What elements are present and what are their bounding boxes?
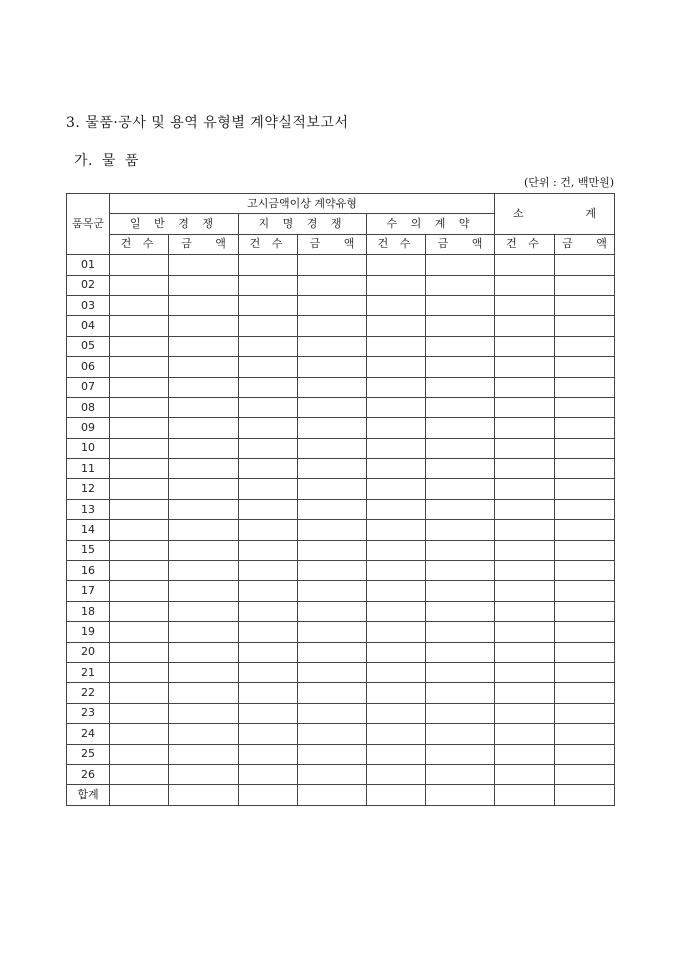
amount-header: 금 액	[298, 234, 367, 254]
row-label: 09	[67, 418, 110, 438]
table-row	[67, 295, 615, 315]
amount-cell	[169, 357, 239, 377]
amount-cell	[169, 601, 239, 621]
count-cell	[495, 377, 555, 397]
amount-cell	[426, 703, 495, 723]
table-row	[67, 357, 615, 377]
count-cell	[110, 397, 169, 417]
amount-cell	[169, 764, 239, 784]
count-cell	[110, 499, 169, 519]
amount-cell	[298, 418, 367, 438]
count-cell	[367, 642, 426, 662]
amount-cell	[555, 336, 615, 356]
row-label: 18	[67, 601, 110, 621]
amount-cell	[169, 703, 239, 723]
amount-cell	[298, 683, 367, 703]
count-cell	[239, 581, 298, 601]
count-header: 건 수	[367, 234, 426, 254]
count-cell	[495, 255, 555, 275]
count-cell	[495, 275, 555, 295]
count-cell	[239, 459, 298, 479]
count-cell	[367, 377, 426, 397]
count-cell	[239, 255, 298, 275]
amount-cell	[555, 418, 615, 438]
group-header: 고시금액이상 계약유형	[110, 194, 495, 214]
amount-cell	[555, 662, 615, 682]
row-label: 22	[67, 683, 110, 703]
amount-cell	[426, 295, 495, 315]
amount-cell	[298, 785, 367, 805]
count-cell	[110, 418, 169, 438]
amount-cell	[169, 479, 239, 499]
count-cell	[110, 377, 169, 397]
amount-cell	[298, 764, 367, 784]
amount-cell	[169, 275, 239, 295]
amount-cell	[298, 662, 367, 682]
count-cell	[239, 357, 298, 377]
amount-cell	[426, 255, 495, 275]
amount-cell	[555, 275, 615, 295]
amount-cell	[426, 764, 495, 784]
amount-cell	[169, 459, 239, 479]
amount-cell	[555, 561, 615, 581]
count-cell	[110, 336, 169, 356]
amount-cell	[298, 703, 367, 723]
count-cell	[367, 418, 426, 438]
table-row	[67, 397, 615, 417]
amount-cell	[169, 316, 239, 336]
type-private-contract: 수 의 계 약	[367, 214, 495, 234]
amount-cell	[169, 561, 239, 581]
amount-cell	[298, 377, 367, 397]
count-cell	[495, 397, 555, 417]
amount-cell	[169, 418, 239, 438]
count-cell	[110, 295, 169, 315]
amount-cell	[426, 499, 495, 519]
table-row	[67, 581, 615, 601]
table-row	[67, 622, 615, 642]
count-cell	[239, 377, 298, 397]
count-cell	[110, 540, 169, 560]
count-cell	[110, 357, 169, 377]
row-label: 20	[67, 642, 110, 662]
amount-cell	[169, 336, 239, 356]
count-cell	[495, 418, 555, 438]
count-cell	[110, 764, 169, 784]
amount-cell	[169, 683, 239, 703]
count-cell	[367, 683, 426, 703]
count-cell	[110, 683, 169, 703]
amount-cell	[555, 499, 615, 519]
amount-cell	[555, 703, 615, 723]
count-cell	[495, 703, 555, 723]
count-cell	[239, 275, 298, 295]
amount-cell	[426, 418, 495, 438]
row-label: 15	[67, 540, 110, 560]
count-cell	[495, 785, 555, 805]
amount-cell	[169, 540, 239, 560]
amount-cell	[298, 561, 367, 581]
count-cell	[367, 336, 426, 356]
amount-cell	[426, 336, 495, 356]
amount-cell	[298, 295, 367, 315]
count-cell	[367, 357, 426, 377]
amount-cell	[298, 397, 367, 417]
row-label: 17	[67, 581, 110, 601]
amount-cell	[169, 438, 239, 458]
amount-header: 금 액	[426, 234, 495, 254]
count-cell	[367, 397, 426, 417]
count-cell	[495, 336, 555, 356]
count-cell	[367, 540, 426, 560]
amount-cell	[298, 540, 367, 560]
count-cell	[367, 295, 426, 315]
count-cell	[239, 601, 298, 621]
count-cell	[367, 764, 426, 784]
amount-cell	[426, 479, 495, 499]
amount-cell	[169, 397, 239, 417]
amount-cell	[298, 438, 367, 458]
row-label: 26	[67, 764, 110, 784]
count-cell	[367, 255, 426, 275]
count-cell	[239, 642, 298, 662]
count-cell	[239, 540, 298, 560]
count-cell	[367, 622, 426, 642]
row-header-category: 품목군	[67, 194, 110, 255]
count-cell	[110, 744, 169, 764]
count-cell	[367, 520, 426, 540]
amount-cell	[555, 295, 615, 315]
count-cell	[367, 561, 426, 581]
count-cell	[239, 703, 298, 723]
amount-cell	[298, 275, 367, 295]
amount-cell	[555, 377, 615, 397]
table-row	[67, 479, 615, 499]
row-label: 11	[67, 459, 110, 479]
table-row	[67, 683, 615, 703]
subtotal-header	[495, 194, 615, 235]
amount-cell	[426, 275, 495, 295]
count-cell	[239, 561, 298, 581]
count-cell	[110, 438, 169, 458]
amount-cell	[298, 336, 367, 356]
amount-cell	[555, 581, 615, 601]
table-row	[67, 316, 615, 336]
count-cell	[495, 601, 555, 621]
row-label: 25	[67, 744, 110, 764]
count-cell	[495, 479, 555, 499]
amount-cell	[298, 255, 367, 275]
count-cell	[495, 581, 555, 601]
count-cell	[110, 520, 169, 540]
count-cell	[239, 744, 298, 764]
count-cell	[495, 764, 555, 784]
count-cell	[239, 785, 298, 805]
amount-cell	[426, 744, 495, 764]
amount-cell	[298, 520, 367, 540]
count-cell	[367, 662, 426, 682]
amount-cell	[298, 581, 367, 601]
table-row	[67, 459, 615, 479]
amount-cell	[555, 397, 615, 417]
report-title: 3. 물품·공사 및 용역 유형별 계약실적보고서	[66, 115, 349, 131]
amount-cell	[555, 357, 615, 377]
unit-note: (단위 : 건, 백만원)	[523, 176, 614, 189]
count-cell	[495, 499, 555, 519]
amount-cell	[298, 601, 367, 621]
amount-cell	[169, 744, 239, 764]
count-cell	[367, 744, 426, 764]
count-cell	[239, 397, 298, 417]
table-row	[67, 377, 615, 397]
count-cell	[110, 703, 169, 723]
count-header: 건 수	[239, 234, 298, 254]
count-cell	[110, 785, 169, 805]
amount-cell	[169, 520, 239, 540]
table-row	[67, 561, 615, 581]
amount-cell	[298, 622, 367, 642]
amount-cell	[555, 540, 615, 560]
row-label: 합계	[67, 785, 110, 805]
amount-cell	[426, 622, 495, 642]
count-cell	[367, 724, 426, 744]
type-general-competition: 일 반 경 쟁	[110, 214, 239, 234]
amount-cell	[555, 601, 615, 621]
table-row	[67, 255, 615, 275]
count-header: 건 수	[110, 234, 169, 254]
amount-cell	[426, 540, 495, 560]
count-cell	[367, 499, 426, 519]
amount-cell	[298, 316, 367, 336]
amount-cell	[426, 316, 495, 336]
count-cell	[495, 520, 555, 540]
count-cell	[110, 622, 169, 642]
table-row	[67, 540, 615, 560]
subtotal-header-2: 계	[585, 206, 597, 220]
amount-cell	[426, 581, 495, 601]
amount-cell	[555, 479, 615, 499]
amount-cell	[555, 316, 615, 336]
row-label: 02	[67, 275, 110, 295]
table-row	[67, 764, 615, 784]
row-label: 05	[67, 336, 110, 356]
row-label: 06	[67, 357, 110, 377]
amount-cell	[555, 459, 615, 479]
table-row	[67, 336, 615, 356]
count-cell	[239, 724, 298, 744]
amount-cell	[426, 459, 495, 479]
count-cell	[239, 662, 298, 682]
count-cell	[495, 561, 555, 581]
count-cell	[495, 622, 555, 642]
count-cell	[110, 642, 169, 662]
count-cell	[110, 601, 169, 621]
count-cell	[110, 479, 169, 499]
count-cell	[495, 295, 555, 315]
count-cell	[110, 275, 169, 295]
count-header: 건 수	[495, 234, 555, 254]
count-cell	[239, 683, 298, 703]
amount-cell	[298, 724, 367, 744]
contract-report-table	[66, 193, 615, 806]
count-cell	[495, 459, 555, 479]
table-row	[67, 642, 615, 662]
count-cell	[239, 479, 298, 499]
row-label: 10	[67, 438, 110, 458]
amount-cell	[555, 683, 615, 703]
amount-cell	[426, 785, 495, 805]
amount-cell	[169, 581, 239, 601]
count-cell	[495, 438, 555, 458]
amount-cell	[426, 642, 495, 662]
amount-cell	[426, 683, 495, 703]
count-cell	[495, 642, 555, 662]
amount-cell	[298, 642, 367, 662]
count-cell	[239, 438, 298, 458]
amount-cell	[555, 724, 615, 744]
amount-cell	[555, 785, 615, 805]
count-cell	[110, 662, 169, 682]
count-cell	[367, 581, 426, 601]
table-row	[67, 499, 615, 519]
type-designated-competition: 지 명 경 쟁	[239, 214, 367, 234]
count-cell	[495, 662, 555, 682]
amount-cell	[555, 438, 615, 458]
count-cell	[239, 520, 298, 540]
amount-cell	[555, 255, 615, 275]
count-cell	[367, 316, 426, 336]
amount-cell	[298, 459, 367, 479]
count-cell	[110, 561, 169, 581]
row-label: 19	[67, 622, 110, 642]
table-row	[67, 724, 615, 744]
row-label: 24	[67, 724, 110, 744]
count-cell	[110, 581, 169, 601]
amount-cell	[169, 255, 239, 275]
amount-cell	[298, 357, 367, 377]
amount-cell	[426, 397, 495, 417]
table-row	[67, 275, 615, 295]
row-label: 08	[67, 397, 110, 417]
count-cell	[239, 316, 298, 336]
row-label: 14	[67, 520, 110, 540]
count-cell	[110, 724, 169, 744]
amount-cell	[426, 377, 495, 397]
table-row	[67, 744, 615, 764]
amount-cell	[426, 561, 495, 581]
count-cell	[495, 724, 555, 744]
count-cell	[367, 275, 426, 295]
count-cell	[495, 683, 555, 703]
row-label: 13	[67, 499, 110, 519]
count-cell	[239, 764, 298, 784]
row-label: 01	[67, 255, 110, 275]
row-label: 04	[67, 316, 110, 336]
amount-cell	[169, 622, 239, 642]
count-cell	[495, 316, 555, 336]
count-cell	[110, 459, 169, 479]
row-label: 07	[67, 377, 110, 397]
amount-cell	[555, 642, 615, 662]
count-cell	[367, 479, 426, 499]
amount-cell	[298, 744, 367, 764]
count-cell	[110, 255, 169, 275]
count-cell	[367, 601, 426, 621]
table-row	[67, 418, 615, 438]
count-cell	[239, 295, 298, 315]
amount-header: 금 액	[555, 234, 615, 254]
table-row	[67, 662, 615, 682]
count-cell	[239, 418, 298, 438]
amount-cell	[169, 499, 239, 519]
count-cell	[239, 336, 298, 356]
table-row	[67, 438, 615, 458]
amount-cell	[426, 520, 495, 540]
amount-cell	[555, 764, 615, 784]
count-cell	[367, 785, 426, 805]
amount-cell	[555, 744, 615, 764]
count-cell	[239, 499, 298, 519]
amount-cell	[426, 724, 495, 744]
amount-cell	[426, 357, 495, 377]
amount-cell	[426, 662, 495, 682]
amount-header: 금 액	[169, 234, 239, 254]
row-label: 16	[67, 561, 110, 581]
count-cell	[495, 744, 555, 764]
count-cell	[239, 622, 298, 642]
table-row	[67, 520, 615, 540]
table-row	[67, 703, 615, 723]
row-label: 12	[67, 479, 110, 499]
amount-cell	[169, 295, 239, 315]
amount-cell	[298, 479, 367, 499]
count-cell	[495, 540, 555, 560]
row-label: 23	[67, 703, 110, 723]
amount-cell	[426, 601, 495, 621]
amount-cell	[169, 642, 239, 662]
section-subtitle: 가. 물 품	[74, 153, 139, 169]
amount-cell	[426, 438, 495, 458]
amount-cell	[555, 622, 615, 642]
amount-cell	[169, 785, 239, 805]
count-cell	[367, 459, 426, 479]
table-row	[67, 601, 615, 621]
subtotal-header-1: 소	[513, 206, 524, 220]
amount-cell	[169, 662, 239, 682]
count-cell	[110, 316, 169, 336]
count-cell	[495, 357, 555, 377]
count-cell	[367, 703, 426, 723]
row-label: 21	[67, 662, 110, 682]
total-row	[67, 785, 615, 805]
row-label: 03	[67, 295, 110, 315]
amount-cell	[298, 499, 367, 519]
count-cell	[367, 438, 426, 458]
amount-cell	[169, 377, 239, 397]
amount-cell	[169, 724, 239, 744]
amount-cell	[555, 520, 615, 540]
